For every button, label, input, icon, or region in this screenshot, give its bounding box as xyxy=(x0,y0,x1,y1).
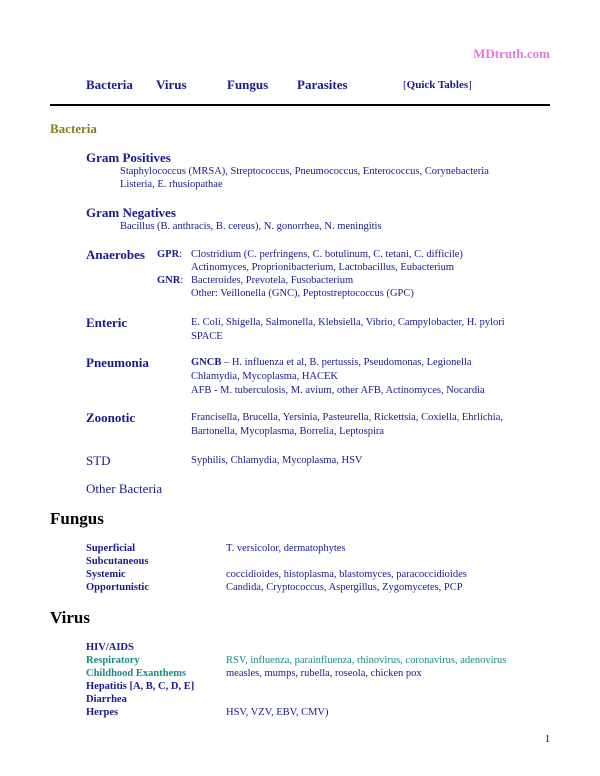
header-divider xyxy=(50,104,550,106)
enteric-heading[interactable]: Enteric xyxy=(86,315,128,330)
fungus-opportunistic-label[interactable]: Opportunistic xyxy=(86,582,150,593)
quick-tables-label[interactable]: Quick Tables xyxy=(406,79,469,91)
pneumonia-line1-text: – H. influenza et al, B. pertussis, Pseudomonas, Legionella xyxy=(221,357,472,368)
anaerobes-gpr xyxy=(157,248,182,262)
enteric-line2: SPACE xyxy=(191,331,223,342)
site-brand[interactable]: MDtruth.com xyxy=(473,46,550,61)
virus-exanthems-value: measles, mumps, rubella, roseola, chicken pox xyxy=(226,668,422,679)
bacteria-section-title: Bacteria xyxy=(50,121,97,136)
nav-bacteria-link[interactable]: Bacteria xyxy=(86,77,133,92)
virus-diarrhea-label[interactable]: Diarrhea xyxy=(86,694,127,705)
gram-positives-line1: Staphylococcus (MRSA), Streptococcus, Pneumococcus, Enterococcus, Corynebacteria xyxy=(120,166,489,177)
nav-fungus-link[interactable]: Fungus xyxy=(227,77,269,92)
zoonotic-heading[interactable]: Zoonotic xyxy=(86,410,136,425)
fungus-opportunistic-value: Candida, Cryptococcus, Aspergillus, Zygomycetes, PCP xyxy=(226,582,463,593)
gncb-label: GNCB xyxy=(191,357,222,368)
anaerobes-gnr-line1: Bacteroides, Prevotela, Fusobacterium xyxy=(191,275,354,286)
anaerobes-gnr-line2: Other: Veillonella (GNC), Peptostreptococcus (GPC) xyxy=(191,288,414,299)
gram-positives-heading[interactable]: Gram Positives xyxy=(86,150,171,165)
gpr-colon: : xyxy=(179,249,183,260)
gram-negatives-line1: Bacillus (B. anthracis, B. cereus), N. gonorrhea, N. meningitis xyxy=(120,221,382,232)
page-number: 1 xyxy=(545,734,550,745)
anaerobes-gpr-line1: Clostridium (C. perfringens, C. botulinum, C. tetani, C. difficile) xyxy=(191,249,463,260)
virus-hiv-label[interactable]: HIV/AIDS xyxy=(86,642,134,653)
nav-virus-link[interactable]: Virus xyxy=(156,77,187,92)
virus-exanthems-label[interactable]: Childhood Exanthems xyxy=(86,668,187,679)
virus-respiratory-value: RSV, influenza, parainfluenza, rhinovirus, coronavirus, adenovirus xyxy=(226,655,507,666)
virus-herpes-label[interactable]: Herpes xyxy=(86,707,119,718)
bracket-open: [ xyxy=(403,79,407,91)
pneumonia-line3: AFB - M. tuberculosis, M. avium, other AFB, Actinomyces, Nocardia xyxy=(191,385,485,396)
nav-parasites-link[interactable]: Parasites xyxy=(297,77,348,92)
gram-negatives-heading[interactable]: Gram Negatives xyxy=(86,205,176,220)
fungus-superficial-label[interactable]: Superficial xyxy=(86,543,135,554)
pneumonia-heading[interactable]: Pneumonia xyxy=(86,355,149,370)
anaerobes-heading[interactable]: Anaerobes xyxy=(86,247,145,262)
fungus-subcutaneous-label[interactable]: Subcutaneous xyxy=(86,556,149,567)
bracket-close: ] xyxy=(468,79,472,91)
pneumonia-line2: Chlamydia, Mycoplasma, HACEK xyxy=(191,371,338,382)
virus-respiratory-label[interactable]: Respiratory xyxy=(86,655,140,666)
zoonotic-line1: Francisella, Brucella, Yersinia, Pasteurella, Rickettsia, Coxiella, Ehrlichia, xyxy=(191,412,504,423)
gpr-label: GPR xyxy=(157,249,180,260)
virus-section-title: Virus xyxy=(50,608,90,627)
quick-tables-link[interactable] xyxy=(403,79,472,91)
fungus-systemic-value: coccidioides, histoplasma, blastomyces, paracoccidioides xyxy=(226,569,467,580)
enteric-line1: E. Coli, Shigella, Salmonella, Klebsiella, Vibrio, Campylobacter, H. pylori xyxy=(191,317,505,328)
fungus-superficial-value: T. versicolor, dermatophytes xyxy=(226,543,346,554)
anaerobes-gpr-line2: Actinomyces, Proprionibacterium, Lactobacillus, Eubacterium xyxy=(191,262,455,273)
virus-hepatitis-label[interactable]: Hepatitis [A, B, C, D, E] xyxy=(86,681,195,692)
virus-herpes-value: HSV, VZV, EBV, CMV) xyxy=(226,707,329,718)
anaerobes-gnr xyxy=(157,274,183,288)
fungus-systemic-label[interactable]: Systemic xyxy=(86,569,126,580)
fungus-section-title: Fungus xyxy=(50,509,104,528)
gram-positives-line2: Listeria, E. rhusiopathae xyxy=(120,179,223,190)
gnr-colon: : xyxy=(180,275,184,286)
std-line1: Syphilis, Chlamydia, Mycoplasma, HSV xyxy=(191,455,363,466)
gnr-label: GNR xyxy=(157,275,181,286)
pneumonia-line1 xyxy=(191,356,472,370)
other-bacteria-link[interactable]: Other Bacteria xyxy=(86,481,163,496)
std-heading[interactable]: STD xyxy=(86,453,111,468)
zoonotic-line2: Bartonella, Mycoplasma, Borrelia, Leptospira xyxy=(191,426,385,437)
